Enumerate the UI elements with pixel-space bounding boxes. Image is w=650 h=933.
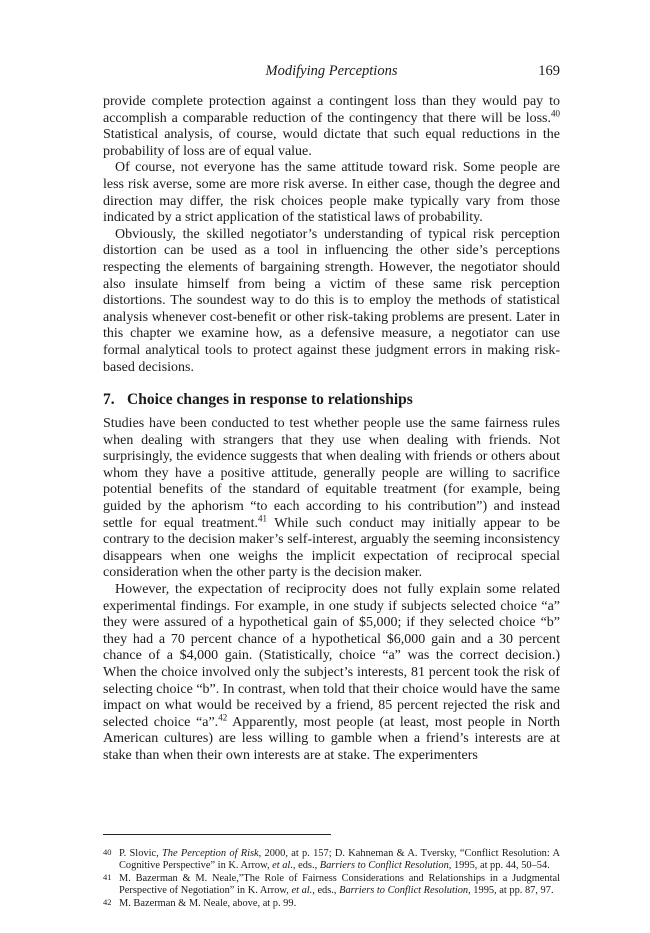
section-title: Choice changes in response to relationships xyxy=(127,391,413,409)
footnote-ref-40: 40 xyxy=(551,107,560,118)
footnote-41: 41 M. Bazerman & M. Neale,”The Role of Fairness Considerations and Relationships in a Judgmental Perspective of Negotiation” in K. Arrow, et al., eds., Barriers to Conflict Resolution, 1995, at pp. 87, 97. xyxy=(103,871,560,897)
section-number: 7. xyxy=(103,391,115,409)
paragraph-4: Studies have been conducted to test whether people use the same fairness rules when dealing with strangers that they use when dealing with friends. Not surprisingly, the evidence suggests that when dealing with friends or others about whom they have a positive attitude, generally people are willing to sacrifice potential benefits of the standard of equitable treatment (for example, being guided by the aphorism “to each according to his contribution”) and instead settle for equal treatment.$^{41}$ While such conduct may initially appear to be contrary to the decision maker’s self-interest, arguably the seeming inconsistency disappears when one weighs the implicit expectation of reciprocal special consideration when the other party is the decision maker. xyxy=(103,416,560,581)
footnote-40: 40 P. Slovic, The Perception of Risk, 2000, at p. 157; D. Kahneman & A. Tversky, “Conflict Resolution: A Cognitive Perspective” in K. Arrow, et al., eds., Barriers to Conflict Resolution, 1995, at pp. 44, 50–54. xyxy=(103,847,560,872)
footnotes xyxy=(103,848,560,910)
paragraph-3: Obviously, the skilled negotiator’s understanding of typical risk perception distortion can be used as a tool in influencing the other side’s perceptions respecting the elements of bargaining strength. However, the negotiator should also insulate himself from being a victim of these same risk perception distortions. The soundest way to do this is to employ the methods of statistical analysis whenever cost-benefit or other risk-taking problems are present. Later in this chapter we examine how, as a defensive measure, a negotiator can use formal analytical tools to protect against these judgment errors in making risk-based decisions. xyxy=(103,226,560,375)
footnote-divider xyxy=(103,834,331,835)
paragraph-1: provide complete protection against a contingent loss than they would pay to accomplish a comparable reduction of the contingency that there will be loss.$^{40}$ Statistical analysis, of course, would dictate that such equal reductions in the probability of loss are of equal value. xyxy=(103,94,560,159)
footnote-42: 42 M. Bazerman & M. Neale, above, at p. 99. xyxy=(103,896,297,909)
section-heading xyxy=(103,391,560,409)
running-header xyxy=(103,62,560,80)
footnote-number: 42 xyxy=(103,896,112,907)
footnote-ref-41: 41 xyxy=(258,513,268,523)
page-number: 169 xyxy=(538,63,560,79)
footnote-ref-42: 42 xyxy=(218,712,228,723)
paragraph-2: Of course, not everyone has the same attitude toward risk. Some people are less risk averse, some are more risk averse. In either case, though the degree and direction may differ, the risk choices people make typically vary from those indicated by a strict application of the statistical laws of probability. xyxy=(103,160,560,226)
running-title: Modifying Perceptions xyxy=(265,63,398,79)
paragraph-5: However, the expectation of reciprocity does not fully explain some related experimental findings. For example, in one study if subjects selected choice “a” they were assured of a hypothetical gain of $5,000; if they selected choice “b” they had a 70 percent chance of a hypothetical $6,000 gain and a 30 percent chance of a $4,000 gain. (Statistically, choice “a” was the correct decision.) When the choice involved only the subject’s interests, 81 percent took the risk of selecting choice “b”. In contrast, when told that their choice would have the same impact on what would be received by a friend, 85 percent rejected the risk and selected choice “a”.$^{42}$ Apparently, most people (at least, most people in North American cultures) are less willing to gamble when a friend’s interests are at stake than when their own interests are at stake. The experimenters xyxy=(103,582,560,763)
footnote-number: 41 xyxy=(103,871,112,882)
body-text xyxy=(103,94,560,765)
footnote-number: 40 xyxy=(103,847,112,857)
